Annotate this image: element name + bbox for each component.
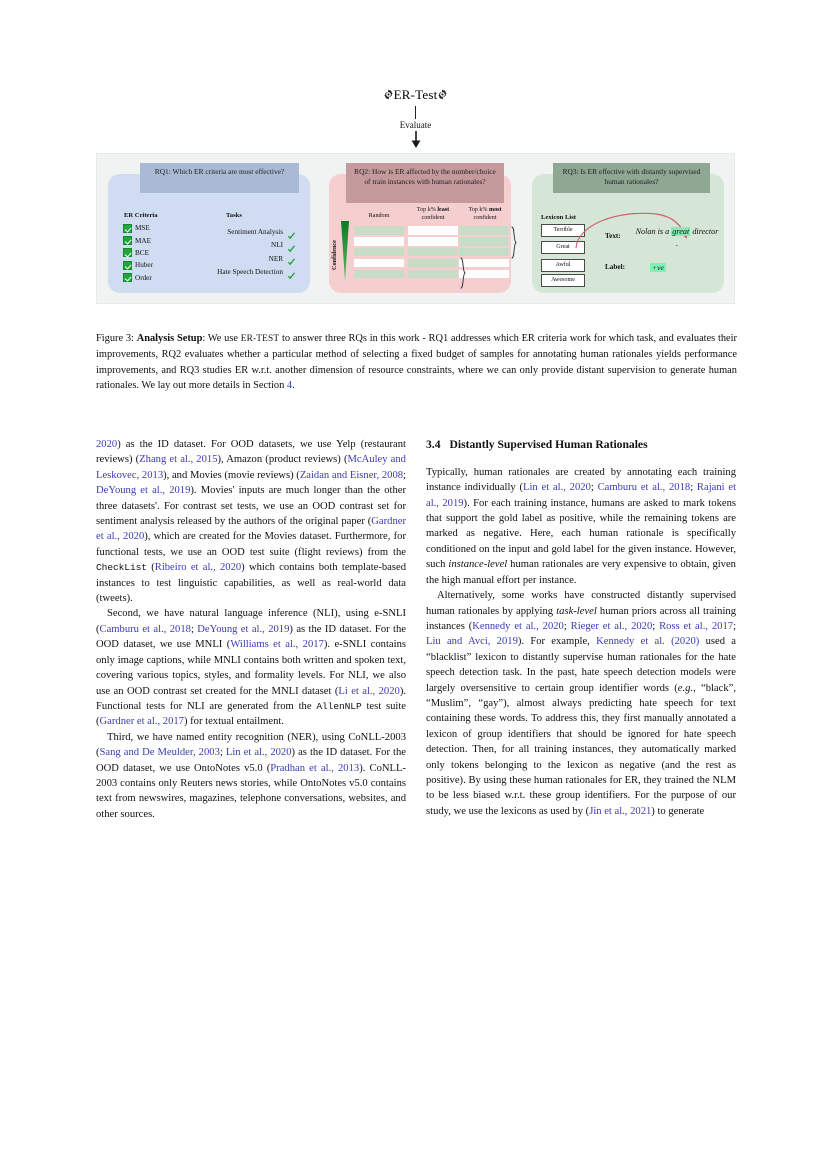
text-run: ) which contains both template-based instances to test linguistic capabilities, as well as real-world data (tweets). [96,562,406,605]
text-run: ; [652,620,660,632]
citation[interactable]: Kennedy et al., 2020 [472,620,564,632]
text-run: ). CoNLL-2003 contains only Reuters news stories, while OntoNotes v5.0 contains text from newswires, magazines, telephone conversations, websites, and other sources. [96,762,406,820]
paragraph [96,606,406,729]
confidence-axis-label: Confidence [331,240,338,271]
list-item [168,266,296,278]
label-value-badge: +ve [652,263,664,273]
list-item [123,248,153,258]
checkbox-checked-icon[interactable] [123,273,132,282]
text-run: ; [563,620,571,632]
bar-column-random [354,226,404,280]
column-header-least-confident [408,207,458,223]
sample-bar [459,248,509,256]
text-run: ; [733,620,737,632]
caption-bold-title: Analysis Setup [136,333,203,344]
criterion-label: Huber [135,261,153,270]
example-sentence [635,226,719,250]
section-number: 3.4 [426,438,441,451]
most-prefix: Top k% [468,207,490,214]
section-heading [426,437,736,454]
text-run: ). For example, [517,636,597,648]
caption-figure-number: Figure 3: [96,333,134,344]
lexicon-item[interactable]: Awful [541,259,585,272]
citation[interactable]: McAuley and Leskovec, 2013 [96,454,406,481]
sample-bar [354,237,404,245]
evaluate-label: Evaluate [399,119,432,130]
text-run: ), Amazon (product reviews) ( [217,454,348,466]
least-prefix: Top k% [416,207,438,214]
check-icon [287,241,296,250]
text-run: ; [190,623,198,635]
sample-bar [459,237,509,245]
caption-section-ref[interactable]: 4 [286,380,293,392]
sample-bar [408,248,458,256]
gear-icon [437,89,448,100]
sample-bar [354,226,404,234]
citation[interactable]: Gardner et al., 2020 [96,516,406,543]
criterion-label: Order [135,273,152,282]
citation[interactable]: Zaidan and Eisner, 2008 [299,469,404,481]
citation[interactable]: Rieger et al., 2020 [570,620,653,632]
sample-bar [408,270,458,278]
emphasis-text: e.g., [677,682,696,694]
caption-seg3: . [292,380,295,392]
text-run: ; [690,482,697,494]
text-run: ; [590,482,598,494]
citation[interactable]: 2020 [96,439,118,450]
text-run: ) to generate [651,805,705,817]
list-item [168,253,296,265]
rq2-header: RQ2: How is ER affected by the number/choice of train instances with human rationales? [346,163,504,203]
text-run: ), which are created for the Movies dataset. Furthermore, for functional tests, we use an OOD test suite (flight reviews) from the [96,531,406,558]
label-field-label: Label: [605,263,625,272]
sentence-suffix: director . [675,227,719,249]
least-suffix: confident [421,215,445,222]
citation[interactable]: Camburu et al., 2018 [99,623,191,635]
task-label: NLI [271,241,283,250]
list-item [123,236,153,246]
citation[interactable]: Camburu et al., 2018 [597,482,691,494]
criterion-label: BCE [135,248,149,257]
criterion-label: MAE [135,236,151,245]
lexicon-list-heading: Lexicon List [541,214,576,222]
citation[interactable]: Ross et al., 2017 [659,620,734,632]
citation[interactable]: Williams et al., 2017 [230,639,324,651]
list-item [123,260,153,270]
tasks-list [168,226,296,279]
text-run: ( [146,562,155,574]
checkbox-checked-icon[interactable] [123,261,132,270]
text-run: ) as the ID dataset. For the OOD dataset, we use MNLI ( [96,623,406,651]
citation[interactable]: Lin et al., 2020 [523,482,591,494]
sentence-prefix: Nolan is a [635,227,672,237]
least-bold: least [437,207,450,214]
caption-seg2: to answer three RQs in this work - RQ1 addresses which ER criteria work for which task, and evaluates their improvements, RQ2 evaluates whether a particular method of selecting a fixed budget of samples for annotating human rationales yields performance improvements, and RQ3 studies ER w.r.t. another dimension of resource constraints, where we can only provide distant supervision to generate human rationales. We lay out more details in Section [96,333,737,392]
text-run: test suite ( [96,700,406,728]
text-run: ) as the ID dataset. For OOD datasets, we use Yelp (restaurant reviews) ( [96,439,406,466]
figure-3 [96,88,735,304]
bar-column-least-confident [408,226,458,280]
lexicon-item[interactable]: Terrible [541,224,585,237]
sample-bar [408,237,458,245]
list-item [123,223,153,233]
sample-bar [354,259,404,267]
paragraph [426,588,736,819]
checkbox-checked-icon[interactable] [123,248,132,257]
column-header-random [353,213,405,221]
text-run: human priors across all training instances ( [426,605,736,632]
citation[interactable]: DeYoung et al., 2019 [197,623,290,635]
sample-bar [459,270,509,278]
citation[interactable]: Lin et al., 2020 [225,747,292,759]
rq3-header: RQ3: Is ER effective with distantly supervised human rationales? [553,163,710,193]
citation[interactable]: Liu and Avci, 2019 [426,636,518,648]
task-label: Hate Speech Detection [217,268,283,277]
citation[interactable]: Kennedy et al. (2020) [596,636,700,648]
check-icon [287,228,296,237]
text-run: ), and Movies (movie reviews) ( [163,469,300,481]
text-run: ). e-SNLI contains only image captions, while MNLI contains both written and spoken text, covering various topics, styles, and formality levels. For NLI, we also use an OOD contrast set created for the MNLI dataset ( [96,639,406,697]
flow-connector-line [415,106,416,119]
paragraph [96,730,406,822]
gear-icon [383,89,394,100]
confidence-gradient-triangle [341,221,349,281]
sample-bar [408,226,458,234]
down-arrow-icon [409,131,423,149]
list-item [123,273,153,283]
emphasis-text: task-level [556,605,597,617]
citation[interactable]: Ribeiro et al., 2020 [154,562,242,574]
column-header-most-confident [460,207,510,223]
sample-bar [459,226,509,234]
paragraph [96,437,406,606]
inline-code: CheckList [96,562,147,574]
selection-brace-least [460,257,466,289]
text-run: used a “blacklist” lexicon to distantly supervise human rationales for the hate speech detection task. In the past, hate speech detection models were largely oversensitive to certain group identifier words ( [426,636,736,694]
rq1-header: RQ1: Which ER criteria are most effective? [140,163,299,193]
citation[interactable]: Zhang et al., 2015 [139,454,218,466]
er-test-title [96,88,735,102]
figure-caption [96,331,737,394]
text-run: ) for textual entailment. [183,716,284,728]
body-column-right [426,437,736,819]
text-run: ). Movies' inputs are much longer than the other three datasets'. For contrast set tests, we use an OOD contrast set for sentiment analysis released by the authors of the original paper ( [96,485,406,528]
text-run: Third, we have named entity recognition (NER), using CoNLL-2003 ( [96,731,406,759]
task-label: NER [268,254,283,263]
most-bold: most [489,207,502,214]
bar-column-most-confident [459,226,509,280]
lexicon-item[interactable]: Great [541,241,585,254]
text-run: Alternatively, some works have constructed distantly supervised human rationales by applying [426,590,736,617]
sample-bar [459,259,509,267]
er-criteria-heading: ER Criteria [124,212,158,220]
section-title: Distantly Supervised Human Rationales [449,438,648,451]
caption-seg1: : We use [202,333,241,344]
text-run: “black”, “Muslim”, “gay”), almost always predicting hate speech for text containing these words. To address this, they first manually annotated a lexicon of group identifiers that should be ignored for hate speech detection. Then, for all training instances, they automatically marked only tokens belonging to the lexicon as negative (and the rest as positive). By using these human rationales for ER, they trained the NLM to be less biased w.r.t. these group identifiers. For the purpose of our study, we use the lexicons as used by ( [426,682,736,817]
check-icon [287,268,296,277]
list-item [168,226,296,238]
text-run: ). Functional tests for NLI are generated from the [96,685,406,712]
citation[interactable]: Li et al., 2020 [338,685,400,697]
sample-bar [354,270,404,278]
text-run: Second, we have natural language inference (NLI), using e-SNLI ( [96,608,406,635]
text-run: ; [219,747,226,759]
text-run: Typically, human rationales are created by annotating each training instance individually ( [426,466,736,494]
sample-bar [354,248,404,256]
citation[interactable]: Gardner et al., 2017 [99,716,184,728]
selection-brace-most [511,226,517,259]
figure-diagram-container [96,153,735,304]
citation[interactable]: Sang and De Meulder, 2003 [99,747,220,759]
citation[interactable]: DeYoung et al., 2019 [96,485,191,497]
most-suffix: confident [473,215,497,222]
emphasis-text: instance-level [448,559,508,571]
checkbox-checked-icon[interactable] [123,224,132,233]
check-icon [287,254,296,263]
task-label: Sentiment Analysis [227,228,283,237]
text-run: ) as the ID dataset. For the OOD dataset, we use OntoNotes v5.0 ( [96,747,407,774]
column-header-random-text: Random [368,213,390,220]
lexicon-item[interactable]: Awesome [541,274,585,287]
tasks-heading: Tasks [226,212,242,220]
er-test-label: ER-Test [393,87,438,102]
citation[interactable]: Rajani et al., 2019 [426,482,737,509]
checkbox-checked-icon[interactable] [123,236,132,245]
sample-bar [408,259,458,267]
caption-smallcaps: ER-TEST [240,334,280,344]
citation[interactable]: Pradhan et al., 2013 [270,762,360,774]
paragraph [426,465,736,588]
text-run: human rationales are very expensive to obtain, given the high manual effort per instance. [426,559,736,586]
highlighted-rationale-token: great [672,227,690,237]
criteria-list [123,223,153,284]
inline-code: AllenNLP [316,700,362,712]
criterion-label: MSE [135,224,150,233]
text-field-label: Text: [605,232,621,241]
text-run: ). For each training instance, humans are asked to mark tokens that support the gold label as positive, while the remaining tokens are marked as negative. Here, each human rationale is specifically conditioned on the input and gold label for the given instance. However, such [426,497,736,571]
body-column-left [96,437,406,822]
text-run: ; [403,469,406,481]
list-item [168,240,296,252]
citation[interactable]: Jin et al., 2021 [589,805,652,817]
